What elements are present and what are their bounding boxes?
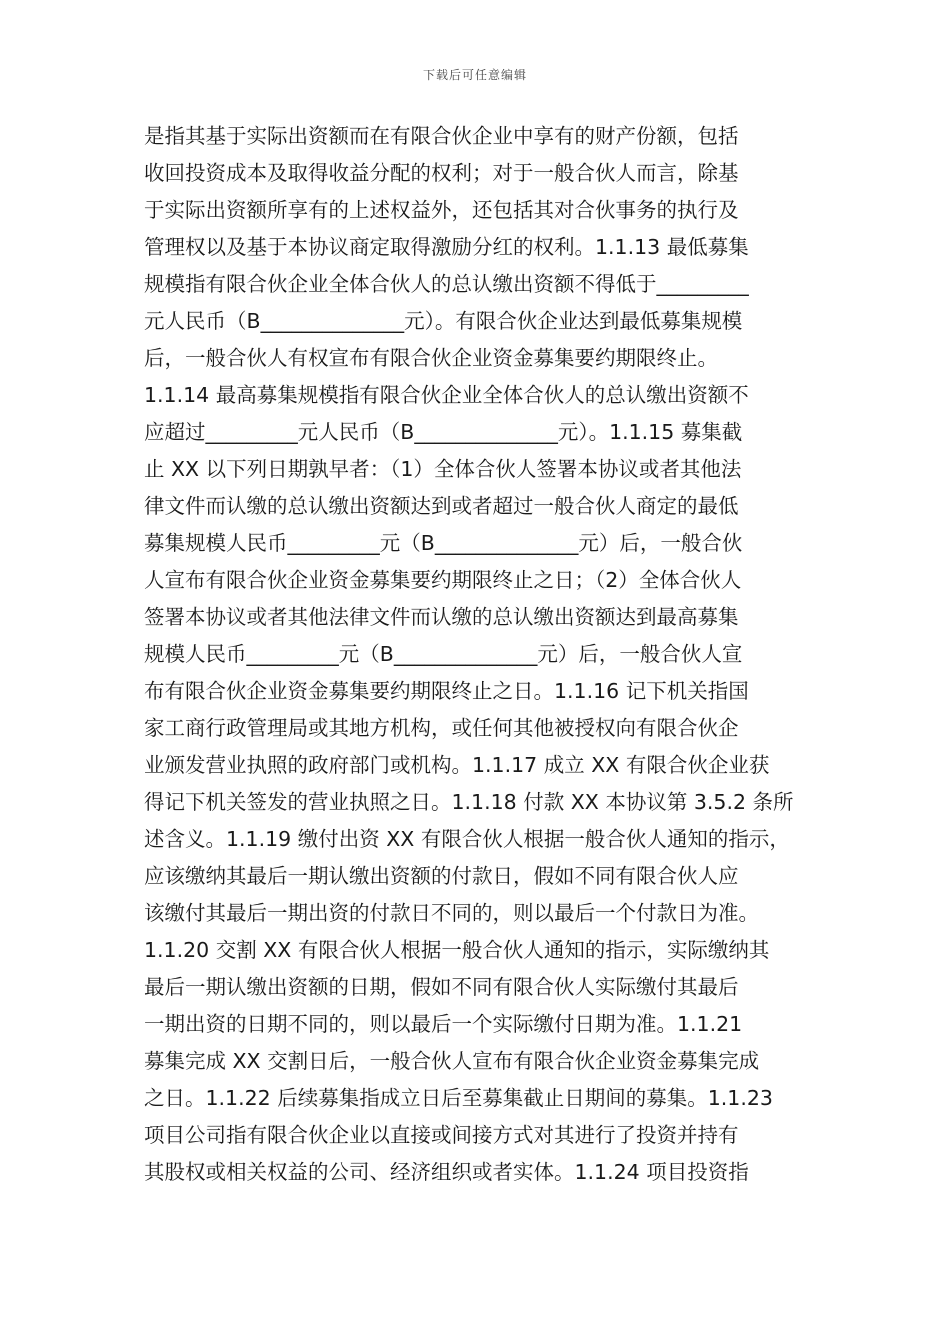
text-line: 后，一般合伙人有权宣布有限合伙企业资金募集要约期限终止。 <box>144 346 718 370</box>
text-line: 1.1.20 交割 XX 有限合伙人根据一般合伙人通知的指示，实际缴纳其 <box>144 938 770 962</box>
text-line: 家工商行政管理局或其地方机构，或任何其他被授权向有限合伙企 <box>144 716 739 740</box>
text-line: 人宣布有限合伙企业资金募集要约期限终止之日；（2）全体合伙人 <box>144 568 742 592</box>
text-line: 募集规模人民币_________元（B______________元）后，一般合伙 <box>144 531 743 555</box>
text-line: 布有限合伙企业资金募集要约期限终止之日。1.1.16 记下机关指国 <box>144 679 749 703</box>
text-line: 律文件而认缴的总认缴出资额达到或者超过一般合伙人商定的最低 <box>144 494 739 518</box>
text-line: 1.1.14 最高募集规模指有限合伙企业全体合伙人的总认缴出资额不 <box>144 383 749 407</box>
text-line: 最后一期认缴出资额的日期，假如不同有限合伙人实际缴付其最后 <box>144 975 739 999</box>
text-line: 签署本协议或者其他法律文件而认缴的总认缴出资额达到最高募集 <box>144 605 739 629</box>
text-line: 是指其基于实际出资额而在有限合伙企业中享有的财产份额，包括 <box>144 124 739 148</box>
text-line: 收回投资成本及取得收益分配的权利；对于一般合伙人而言，除基 <box>144 161 739 185</box>
text-line: 得记下机关签发的营业执照之日。1.1.18 付款 XX 本协议第 3.5.2 条所 <box>144 790 794 814</box>
text-line: 项目公司指有限合伙企业以直接或间接方式对其进行了投资并持有 <box>144 1123 739 1147</box>
text-line: 止 XX 以下列日期孰早者：（1）全体合伙人签署本协议或者其他法 <box>144 457 742 481</box>
text-line: 之日。1.1.22 后续募集指成立日后至募集截止日期间的募集。1.1.23 <box>144 1086 773 1110</box>
text-line: 规模指有限合伙企业全体合伙人的总认缴出资额不得低于_________ <box>144 272 749 296</box>
text-line: 述含义。1.1.19 缴付出资 XX 有限合伙人根据一般合伙人通知的指示， <box>144 827 790 851</box>
text-line: 规模人民币_________元（B______________元）后，一般合伙人宣 <box>144 642 743 666</box>
text-line: 管理权以及基于本协议商定取得激励分红的权利。1.1.13 最低募集 <box>144 235 749 259</box>
text-line: 业颁发营业执照的政府部门或机构。1.1.17 成立 XX 有限合伙企业获 <box>144 753 770 777</box>
body-text <box>144 118 812 1191</box>
text-line: 元人民币（B______________元）。有限合伙企业达到最低募集规模 <box>144 309 743 333</box>
text-line: 募集完成 XX 交割日后，一般合伙人宣布有限合伙企业资金募集完成 <box>144 1049 760 1073</box>
text-line: 一期出资的日期不同的，则以最后一个实际缴付日期为准。1.1.21 <box>144 1012 743 1036</box>
text-line: 应超过_________元人民币（B______________元）。1.1.15 募集截 <box>144 420 743 444</box>
text-line: 应该缴纳其最后一期认缴出资额的付款日，假如不同有限合伙人应 <box>144 864 739 888</box>
text-line: 于实际出资额所享有的上述权益外，还包括其对合伙事务的执行及 <box>144 198 739 222</box>
text-line: 其股权或相关权益的公司、经济组织或者实体。1.1.24 项目投资指 <box>144 1160 749 1184</box>
text-line: 该缴付其最后一期出资的付款日不同的，则以最后一个付款日为准。 <box>144 901 759 925</box>
page-header: 下载后可任意编辑 <box>422 68 527 82</box>
